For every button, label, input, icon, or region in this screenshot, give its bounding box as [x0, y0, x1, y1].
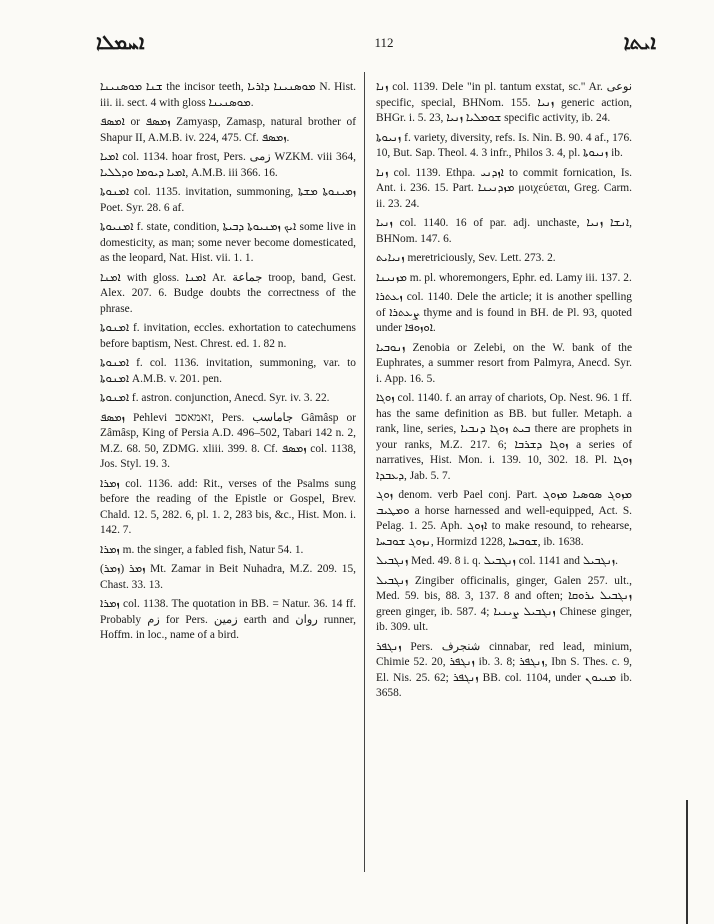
right-entry: ܙܢܓܒܝܠ Zingiber officinalis, ginger, Galen 257. ult., Med. 59. bis, 88. 3, 137. 8 and often; ܙܢܓܒܝܠ ܝܪܘܩܐ green ginger, ib. 587. 4; ܙܢܓܒܝܠ ܨܝܢܝܐ Chinese ginger, ib. 309. ult.: [376, 574, 632, 633]
left-entry: ܐܡܢܝܘܬܐ f. state, condition, ܐܝܟ ܙܡܢܝܘܬܐ ܕܒܝܬܐ some live in domesticity, as man; some never become domesticated, as the leopard, Nat. Hist. vii. 1. 1.: [100, 221, 356, 264]
right-entry: ܙܢܐ col. 1139. Ethpa. ܐܙܕܢܝ to commit fornication, Is. Ant. i. 236. 15. Part. ܡܙܕܢܝܢܐ μοιχεύεται, Greg. Carm. ii. 23. 24.: [376, 166, 632, 210]
right-entry: ܙܥܬܪܐ col. 1140. Dele the article; it is another spelling of ܨܥܬܪܐ thyme and is found in BH. de Pl. 93, quoted under ܐܘܙܘܦܐ.: [376, 291, 632, 334]
left-entry: ܐܡܢܘܬܐ f. col. 1136. invitation, summoning, var. to ܐܡܢܘܬܐ A.M.B. v. 201. pen.: [100, 357, 356, 385]
header-left-word: ܐܚܡܠܐ: [96, 31, 145, 54]
left-entry: ܐܡܣܦ or ܙܡܣܦ Zamyasp, Zamasp, natural brother of Shapur II, A.M.B. iv. 224, 475. Cf. ܙܡܣܦ.: [100, 116, 357, 144]
left-entry: ܫܢܐ ܡܘܣܢܝܢܐ the incisor teeth, ܡܘܣܢܝܢܐ ܕܐܪܝܐ N. Hist. iii. ii. sect. 4 with gloss ܡܘܣܢܝܢܐ.: [100, 81, 357, 109]
left-entry: ܐܡܢܘܬܐ f. invitation, eccles. exhortation to catechumens before baptism, Nest. Chrest. ed. 1. 82 n.: [100, 322, 356, 350]
right-entry: ܙܢܝܐ col. 1140. 16 of par. adj. unchaste, ܐܢܫܐ ܙܢܝܐ, BHNom. 147. 6.: [376, 217, 632, 245]
left-entry: ܙܡܪܐ m. the singer, a fabled fish, Natur 54. 1.: [100, 543, 304, 556]
left-entry: ܙܡܣܦ Pehlevi זאמאסב, Pers. جاماسب Gâmâsp or Zâmâsp, King of Persia A.D. 496–502, Tabari 142 n. 2, M.Z. 68. 50, ZDMG. xliii. 399. 8. Cf. ܙܡܣܦ col. 1138, Jos. Styl. 19. 3.: [100, 411, 356, 470]
right-entry: ܙܢܓܦܪ Pers. شنجرف cinnabar, red lead, minium, Chimie 52. 20, ܙܢܓܦܪ ib. 3. 8; ܙܢܓܦܪ, Ibn S. Thes. c. 9, El. Nis. 25. 62; ܙܢܓܦܪ BB. col. 1104, under ܡܢܝܘܢ ib. 3658.: [376, 640, 633, 699]
column-divider: [364, 72, 365, 872]
left-entry: ܙܡܪܐ col. 1136. add: Rit., verses of the Psalms sung before the reading of the Epistle or Gospel, Brev. Chald. 12. 5, 282. 6, pl. 1. 2, 283 bis, &c., Hist. Mon. i. 142. 7.: [100, 477, 356, 536]
right-entry: ܙܘܓܐ col. 1140. f. an array of chariots, Op. Nest. 96. 1 ff. has the same definition as BB. but fuller. Metaph. a rank, line, series, ܒܝܬ ܙܘܓܐ ܕܢܒܝܐ there are prophets in your ranks, M.Z. 217. 6; ܙܘܓܐ ܕܫܪܒܐ a series of narratives, Hist. Mon. i. 139. 10, 302. 18. Pl. ܙܘܓܐ ܕܥܒܕܐ, Jab. 5. 7.: [376, 392, 633, 482]
left-column: [100, 80, 356, 648]
right-entry: ܙܢܐ col. 1139. Dele "in pl. tantum exstat, sc." Ar. نوعی specific, special, BHNom. 155. ܙܢܝܐ generic action, BHGr. i. 5. 23, ܫܘܡܠܝܐ ܙܢܝܐ specific activity, ib. 24.: [376, 81, 633, 124]
left-entry: ܐܡܢܘܬܐ col. 1135. invitation, summoning, ܙܡܝܢܘܬܐ ܡܫܬܐ Poet. Syr. 28. 6 af.: [100, 186, 356, 214]
left-entry: ܐܡܢܘܬܐ f. astron. conjunction, Anecd. Syr. iv. 3. 22.: [100, 392, 330, 404]
page-header: [96, 30, 656, 56]
left-entry: ܐܡܢܐ with gloss. ܐܡܢܐ Ar. جماعة troop, band, Gest. Alex. 207. 6. Budge doubts the correctness of the phrase.: [100, 271, 356, 315]
left-entry: ܙܡܪ (ܙܡܪ) Mt. Zamar in Beit Nuhadra, M.Z. 209. 15, Chast. 33. 13.: [100, 563, 356, 591]
right-entry: ܙܢܓܒܝܠ Med. 49. 8 i. q. ܙܢܓܒܝܠ col. 1141 and ܙܢܓܒܝܠ.: [376, 555, 618, 567]
right-entry: ܙܢܘܒܝܐ Zenobia or Zelebi, on the W. bank of the Euphrates, a summer resort from Palmyra, Anecd. Syr. i. App. 16. 5.: [376, 341, 632, 385]
header-right-word: ܐܝܬܐ: [623, 31, 656, 54]
page-number: 112: [374, 35, 394, 50]
right-entry: ܙܘܓ denom. verb Pael conj. Part. ܡܙܘܓ ܣܘܣܝܐ ܡܙܘܓ ܘܡܛܝܒ a horse harnessed and well-equipped, Act. S. Pelag. 1. 25. Aph. ܐܙܘܓ to make resound, to rehearse, ܢܙܘܓ ܫܘܒܚܐ, Hormizd 1228, ܫܘܒܚܐ, ib. 1638.: [376, 489, 632, 548]
page-edge-line: [686, 800, 688, 924]
right-entry: ܡܙܢܝܢܐ m. pl. whoremongers, Ephr. ed. Lamy iii. 137. 2.: [376, 271, 632, 284]
right-column: [376, 80, 632, 706]
right-entry: ܙܢܝܐܝܬ meretriciously, Sev. Lett. 273. 2.: [376, 252, 556, 264]
left-entry: ܙܡܪܐ col. 1138. The quotation in BB. = Natur. 36. 14 ff. Probably زم for Pers. زمین earth and روان runner, Hoffm. in loc., name of a bird.: [100, 598, 356, 641]
right-entry: ܙܢܝܘܬܐ f. variety, diversity, refs. Is. Nin. B. 90. 4 af., 176. 10, But. Sap. Theol. 4. 3 infr., Philos 3. 4, pl. ܙܢܝܘܬܐ ib.: [376, 131, 632, 159]
left-entry: ܐܡܝܐ col. 1134. hoar frost, Pers. زمی WZKM. viii 364, ܐܡܝܐ ܕܝܘܡܐ ܘܕܠܠܝܐ, A.M.B. iii 366. 16.: [100, 151, 356, 179]
